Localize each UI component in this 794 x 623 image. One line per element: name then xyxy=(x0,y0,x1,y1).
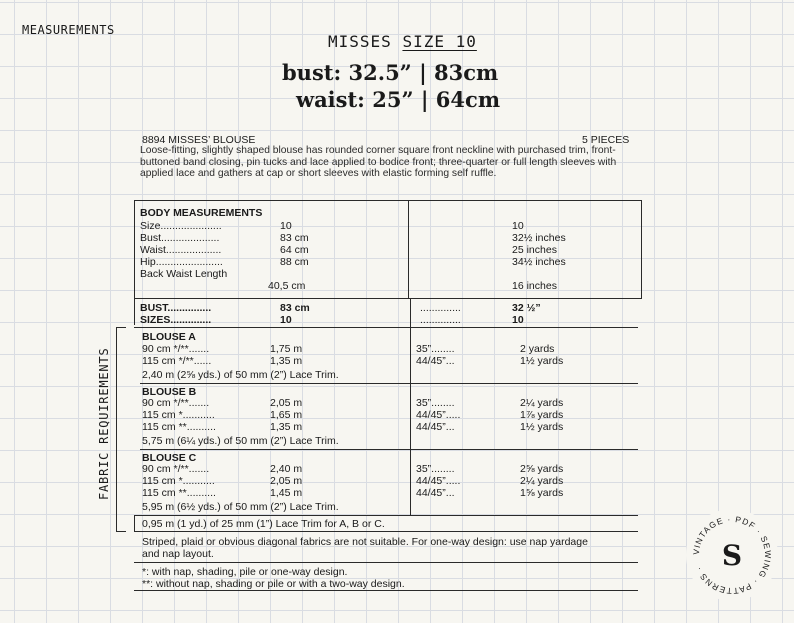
divider xyxy=(134,298,642,299)
fabric-metric: 1,35 m xyxy=(270,421,303,433)
fabric-metric: 1,35 m xyxy=(270,355,303,367)
fabric-imperial: 1½ yards xyxy=(520,355,564,367)
summary-sizes-metric: 10 xyxy=(280,314,292,326)
fabric-imperial-width: 44/45”..... xyxy=(416,475,461,487)
divider xyxy=(134,531,638,532)
measure-metric: 83 cm xyxy=(280,232,309,244)
divider xyxy=(140,383,638,384)
fabric-width: 115 cm *........... xyxy=(142,475,215,487)
fabric-imperial-width: 35”........ xyxy=(416,343,455,355)
fabric-imperial-width: 35”........ xyxy=(416,463,455,475)
summary-sizes-label: SIZES.............. xyxy=(140,314,212,326)
measure-metric: 40,5 cm xyxy=(268,280,306,292)
blouse-c-heading: BLOUSE C xyxy=(142,452,197,464)
fabric-width: 90 cm */**....... xyxy=(142,463,210,475)
size-value: SIZE 10 xyxy=(402,32,477,51)
footnote-no-nap: **: without nap, shading or pile or with a two-way design. xyxy=(142,578,405,590)
fabric-imperial-width: 44/45”... xyxy=(416,355,455,367)
divider xyxy=(641,200,642,298)
measure-metric: 64 cm xyxy=(280,244,309,256)
fabric-imperial: 1½ yards xyxy=(520,421,564,433)
measure-imperial: 25 inches xyxy=(512,244,557,256)
divider xyxy=(134,515,135,531)
measure-label: Size..................... xyxy=(140,220,222,232)
bracket-tick xyxy=(116,531,126,532)
divider xyxy=(408,200,409,298)
measure-metric: 10 xyxy=(280,220,292,232)
common-lace-note: 0,95 m (1 yd.) of 25 mm (1”) Lace Trim for A, B or C. xyxy=(142,518,385,530)
fabric-metric: 2,40 m xyxy=(270,463,303,475)
fabric-width: 90 cm */**....... xyxy=(142,343,210,355)
pattern-pieces: 5 PIECES xyxy=(582,134,630,146)
bracket-line xyxy=(116,327,117,531)
pattern-description: Loose-fitting, slightly shaped blouse has rounded corner square front neckline with purchased trim, front-buttoned band closing, pin tucks and lace applied to bodice front; three-quarter or full length sleeves with applied lace and gathers at cap or short sleeves with elastic forming self ruffle. xyxy=(140,145,617,180)
fabric-imperial: 2¼ yards xyxy=(520,475,564,487)
fabric-imperial-width: 44/45”... xyxy=(416,487,455,499)
measure-imperial: 10 xyxy=(512,220,524,232)
fabric-width: 115 cm **.......... xyxy=(142,487,216,499)
size-prefix: MISSES xyxy=(328,32,392,51)
fabric-width: 115 cm */**...... xyxy=(142,355,212,367)
fabric-imperial-width: 44/45”... xyxy=(416,421,455,433)
divider xyxy=(134,327,638,328)
fabric-metric: 1,65 m xyxy=(270,409,303,421)
measure-metric: 88 cm xyxy=(280,256,309,268)
measure-imperial: 34½ inches xyxy=(512,256,566,268)
divider xyxy=(134,562,638,563)
fabric-imperial: 1⅝ yards xyxy=(520,487,564,499)
waist-headline: waist: 25” | 64cm xyxy=(296,87,501,112)
body-measurements-heading: BODY MEASUREMENTS xyxy=(140,207,263,219)
summary-bust-metric: 83 cm xyxy=(280,302,310,314)
measure-label: Hip....................... xyxy=(140,256,223,268)
fabric-width: 90 cm */**....... xyxy=(142,397,210,409)
measure-imperial: 32½ inches xyxy=(512,232,566,244)
lace-trim-note: 5,95 m (6½ yds.) of 50 mm (2”) Lace Trim. xyxy=(142,501,339,513)
brand-badge xyxy=(686,509,778,601)
summary-dots: .............. xyxy=(420,302,461,314)
fabric-requirements-label: FABRIC REQUIREMENTS xyxy=(97,347,111,500)
divider xyxy=(140,449,638,450)
fabric-metric: 2,05 m xyxy=(270,475,303,487)
summary-bust-label: BUST............... xyxy=(140,302,212,314)
divider xyxy=(134,200,642,201)
fabric-imperial-width: 35”........ xyxy=(416,397,455,409)
measure-imperial: 16 inches xyxy=(512,280,557,292)
lace-trim-note: 5,75 m (6¼ yds.) of 50 mm (2”) Lace Trim. xyxy=(142,435,339,447)
fabric-metric: 1,75 m xyxy=(270,343,303,355)
size-heading xyxy=(328,32,477,51)
fabric-warning-cont: and nap layout. xyxy=(142,548,214,560)
footnote-nap: *: with nap, shading, pile or one-way design. xyxy=(142,566,348,578)
badge-logo xyxy=(686,509,778,601)
bracket-tick xyxy=(116,327,126,328)
measure-label: Bust.................... xyxy=(140,232,220,244)
measure-label: Back Waist Length xyxy=(140,268,228,280)
summary-bust-imperial: 32 ½” xyxy=(512,302,541,314)
fabric-warning: Striped, plaid or obvious diagonal fabrics are not suitable. For one-way design: use nap yardage xyxy=(142,536,588,548)
fabric-imperial: 2¼ yards xyxy=(520,397,564,409)
blouse-b-heading: BLOUSE B xyxy=(142,386,197,398)
fabric-metric: 1,45 m xyxy=(270,487,303,499)
fabric-width: 115 cm **.......... xyxy=(142,421,216,433)
divider xyxy=(410,298,411,515)
summary-dots: .............. xyxy=(420,314,461,326)
fabric-imperial: 2 yards xyxy=(520,343,555,355)
fabric-imperial: 1⅞ yards xyxy=(520,409,564,421)
pattern-title: 8894 MISSES’ BLOUSE xyxy=(142,134,256,146)
section-label: MEASUREMENTS xyxy=(22,23,115,37)
divider xyxy=(134,200,135,325)
fabric-imperial-width: 44/45”..... xyxy=(416,409,461,421)
fabric-width: 115 cm *........... xyxy=(142,409,215,421)
fabric-imperial: 2⅝ yards xyxy=(520,463,564,475)
measure-label: Waist................... xyxy=(140,244,222,256)
badge-ring-text: VINTAGE · PDF · SEWING · PATTERNS · xyxy=(690,513,774,597)
badge-letter: S xyxy=(721,539,743,572)
blouse-a-heading: BLOUSE A xyxy=(142,331,196,343)
summary-sizes-imperial: 10 xyxy=(512,314,524,326)
lace-trim-note: 2,40 m (2⅝ yds.) of 50 mm (2”) Lace Trim. xyxy=(142,369,339,381)
fabric-metric: 2,05 m xyxy=(270,397,303,409)
divider xyxy=(134,590,638,591)
divider xyxy=(134,515,638,516)
bust-headline: bust: 32.5” | 83cm xyxy=(282,60,499,85)
